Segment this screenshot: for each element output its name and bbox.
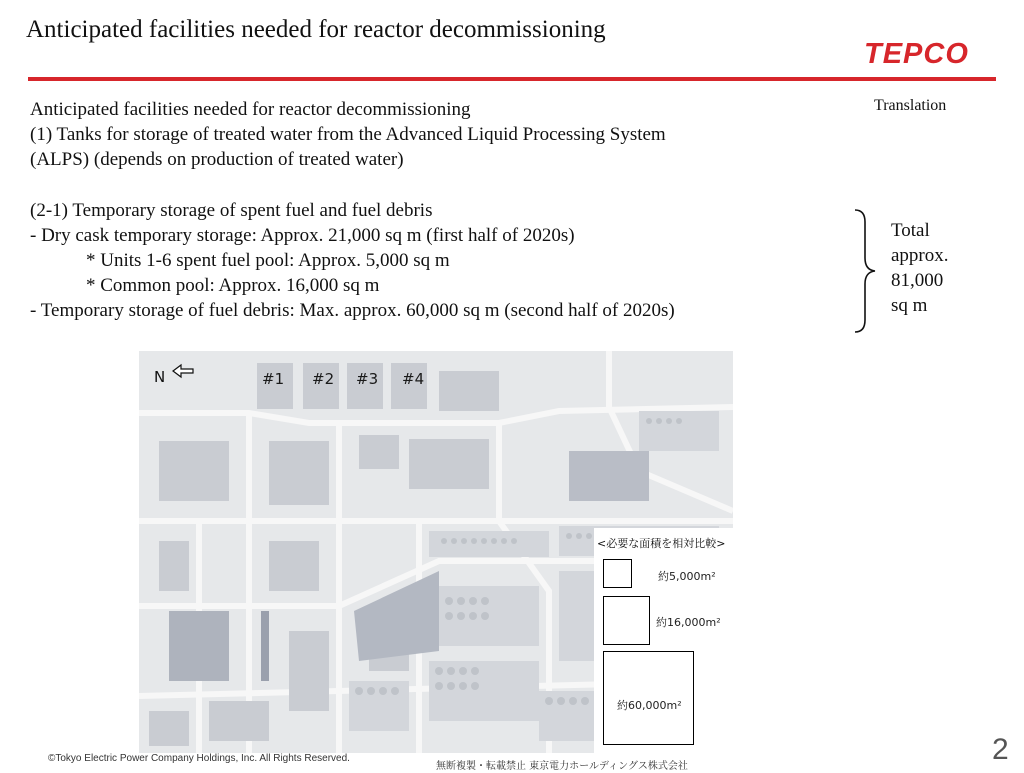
total-line: sq m (891, 295, 928, 316)
body-line-heading: Anticipated facilities needed for reactor decommissioning (30, 99, 471, 120)
page-number: 2 (992, 733, 1009, 766)
total-line: Total (891, 220, 930, 241)
body-line-common-pool: * Common pool: Approx. 16,000 sq m (86, 275, 380, 296)
body-line-tanks: (1) Tanks for storage of treated water from the Advanced Liquid Processing System (30, 124, 666, 145)
area-comparison-legend (594, 528, 733, 753)
body-line-temporary-storage: (2-1) Temporary storage of spent fuel and fuel debris (30, 200, 433, 221)
body-line-dry-cask: - Dry cask temporary storage: Approx. 21,000 sq m (first half of 2020s) (30, 225, 575, 246)
area-label-16000: 約16,000m² (656, 616, 721, 629)
header-rule (28, 77, 996, 81)
legend-title: <必要な面積を相対比較> (597, 537, 726, 550)
area-label-60000: 約60,000m² (617, 699, 682, 712)
body-line-units-pool: * Units 1-6 spent fuel pool: Approx. 5,000 sq m (86, 250, 450, 271)
unit-label: #1 (262, 370, 285, 388)
brace-icon (852, 208, 878, 334)
unit-label: #2 (312, 370, 335, 388)
area-box-5000 (603, 559, 632, 588)
translation-tag: Translation (874, 97, 947, 114)
body-line-alps: (ALPS) (depends on production of treated water) (30, 149, 404, 170)
slide-title: Anticipated facilities needed for reactor decommissioning (26, 16, 606, 43)
unit-label: #3 (356, 370, 379, 388)
total-area (891, 218, 949, 318)
total-line: approx. (891, 245, 949, 266)
area-label-5000: 約5,000m² (658, 570, 716, 583)
unit-label: #4 (402, 370, 425, 388)
north-label: N (154, 368, 166, 386)
copyright-notice: ©Tokyo Electric Power Company Holdings, Inc. All Rights Reserved. (48, 753, 350, 764)
body-line-fuel-debris: - Temporary storage of fuel debris: Max. approx. 60,000 sq m (second half of 2020s) (30, 300, 675, 321)
reproduction-notice: 無断複製・転載禁止 東京電力ホールディングス株式会社 (436, 761, 688, 772)
tepco-logo: TEPCO (864, 38, 969, 70)
total-line: 81,000 (891, 270, 944, 291)
area-box-16000 (603, 596, 650, 645)
